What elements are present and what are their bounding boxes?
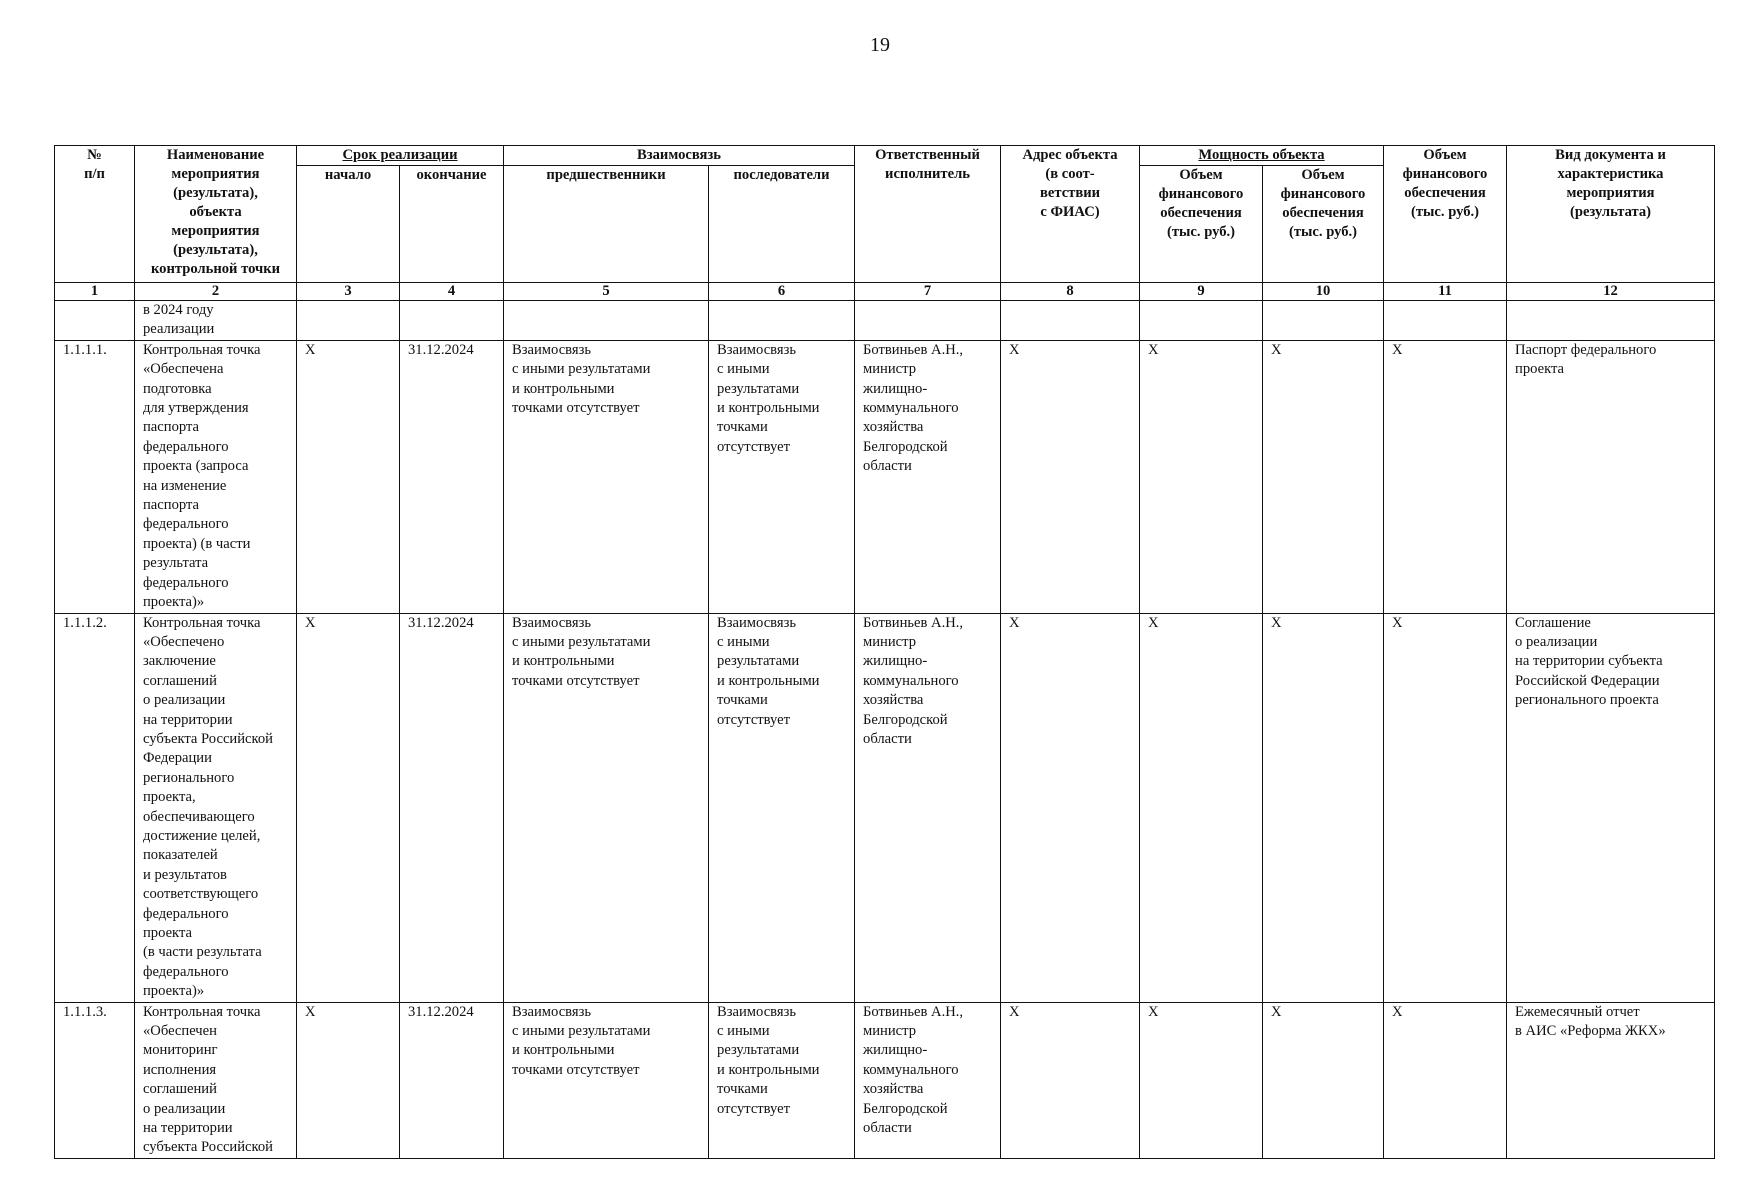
column-number: 4 <box>400 283 504 301</box>
header-capacity <box>1140 146 1384 166</box>
empty-cell <box>504 301 709 341</box>
row-fin10: X <box>1263 1002 1384 1158</box>
column-number: 11 <box>1384 283 1507 301</box>
row-address: X <box>1001 613 1140 1002</box>
row-start: X <box>297 613 400 1002</box>
column-number: 6 <box>709 283 855 301</box>
column-number: 2 <box>135 283 297 301</box>
header-name: Наименование мероприятия (результата), объекта мероприятия (результата), контрольной точки <box>135 146 297 283</box>
row-predecessors: Взаимосвязь с иными результатами и контрольными точками отсутствует <box>504 613 709 1002</box>
row-end: 31.12.2024 <box>400 613 504 1002</box>
row-fin10: X <box>1263 340 1384 613</box>
row-doc: Соглашение о реализации на территории субъекта Российской Федерации регионального проекта <box>1507 613 1715 1002</box>
empty-cell <box>1001 301 1140 341</box>
header-address: Адрес объекта (в соот- ветствии с ФИАС) <box>1001 146 1140 283</box>
empty-cell <box>855 301 1001 341</box>
row-name: Контрольная точка «Обеспечена подготовка для утверждения паспорта федерального проекта (запроса на изменение паспорта федерального проекта) (в части результата федерального проекта)» <box>135 340 297 613</box>
header-fin11: Объем финансового обеспечения (тыс. руб.) <box>1384 146 1507 283</box>
row-name: Контрольная точка «Обеспечено заключение соглашений о реализации на территории субъекта Российской Федерации регионального проекта, обеспечивающего достижение целей, показателей и результатов соответствующего федерального проекта (в части результата федерального проекта)» <box>135 613 297 1002</box>
column-number: 9 <box>1140 283 1263 301</box>
header-end: окончание <box>400 166 504 283</box>
header-term-label: Срок реализации <box>342 147 458 163</box>
empty-cell <box>1140 301 1263 341</box>
row-num: 1.1.1.2. <box>55 613 135 1002</box>
header-successors: последователи <box>709 166 855 283</box>
column-number: 1 <box>55 283 135 301</box>
table-row <box>55 340 1715 613</box>
header-term <box>297 146 504 166</box>
page-number: 19 <box>870 34 890 56</box>
column-numbers-row <box>55 283 1715 301</box>
row-fin9: X <box>1140 340 1263 613</box>
continuation-row <box>55 301 1715 341</box>
row-predecessors: Взаимосвязь с иными результатами и контрольными точками отсутствует <box>504 340 709 613</box>
empty-cell <box>1507 301 1715 341</box>
header-num: № п/п <box>55 146 135 283</box>
row-start: X <box>297 340 400 613</box>
empty-cell <box>400 301 504 341</box>
row-successors: Взаимосвязь с иными результатами и контрольными точками отсутствует <box>709 1002 855 1158</box>
row-address: X <box>1001 340 1140 613</box>
row-responsible: Ботвиньев А.Н., министр жилищно- коммунального хозяйства Белгородской области <box>855 613 1001 1002</box>
empty-cell <box>1263 301 1384 341</box>
row-address: X <box>1001 1002 1140 1158</box>
row-responsible: Ботвиньев А.Н., министр жилищно- коммунального хозяйства Белгородской области <box>855 340 1001 613</box>
row-fin11: X <box>1384 613 1507 1002</box>
row-fin11: X <box>1384 340 1507 613</box>
empty-cell <box>297 301 400 341</box>
row-doc: Паспорт федерального проекта <box>1507 340 1715 613</box>
continuation-text: в 2024 году реализации <box>135 301 297 341</box>
row-num: 1.1.1.3. <box>55 1002 135 1158</box>
column-number: 12 <box>1507 283 1715 301</box>
header-capacity-label: Мощность объекта <box>1198 147 1325 163</box>
header-fin9: Объем финансового обеспечения (тыс. руб.) <box>1140 166 1263 283</box>
column-number: 8 <box>1001 283 1140 301</box>
row-doc: Ежемесячный отчет в АИС «Реформа ЖКХ» <box>1507 1002 1715 1158</box>
row-fin9: X <box>1140 1002 1263 1158</box>
row-fin11: X <box>1384 1002 1507 1158</box>
row-fin10: X <box>1263 613 1384 1002</box>
empty-cell <box>55 301 135 341</box>
column-number: 5 <box>504 283 709 301</box>
column-number: 3 <box>297 283 400 301</box>
table-row <box>55 613 1715 1002</box>
table-row <box>55 1002 1715 1158</box>
column-number: 7 <box>855 283 1001 301</box>
header-responsible: Ответственный исполнитель <box>855 146 1001 283</box>
row-successors: Взаимосвязь с иными результатами и контрольными точками отсутствует <box>709 340 855 613</box>
row-num: 1.1.1.1. <box>55 340 135 613</box>
row-successors: Взаимосвязь с иными результатами и контрольными точками отсутствует <box>709 613 855 1002</box>
header-fin10: Объем финансового обеспечения (тыс. руб.) <box>1263 166 1384 283</box>
column-number: 10 <box>1263 283 1384 301</box>
header-row-1 <box>55 146 1715 166</box>
row-start: X <box>297 1002 400 1158</box>
plan-table <box>54 145 1715 1159</box>
row-responsible: Ботвиньев А.Н., министр жилищно- коммунального хозяйства Белгородской области <box>855 1002 1001 1158</box>
empty-cell <box>709 301 855 341</box>
row-end: 31.12.2024 <box>400 1002 504 1158</box>
header-predecessors: предшественники <box>504 166 709 283</box>
empty-cell <box>1384 301 1507 341</box>
header-doc: Вид документа и характеристика мероприятия (результата) <box>1507 146 1715 283</box>
row-end: 31.12.2024 <box>400 340 504 613</box>
row-fin9: X <box>1140 613 1263 1002</box>
header-start: начало <box>297 166 400 283</box>
row-name: Контрольная точка «Обеспечен мониторинг исполнения соглашений о реализации на территории субъекта Российской <box>135 1002 297 1158</box>
row-predecessors: Взаимосвязь с иными результатами и контрольными точками отсутствует <box>504 1002 709 1158</box>
header-relation: Взаимосвязь <box>504 146 855 166</box>
